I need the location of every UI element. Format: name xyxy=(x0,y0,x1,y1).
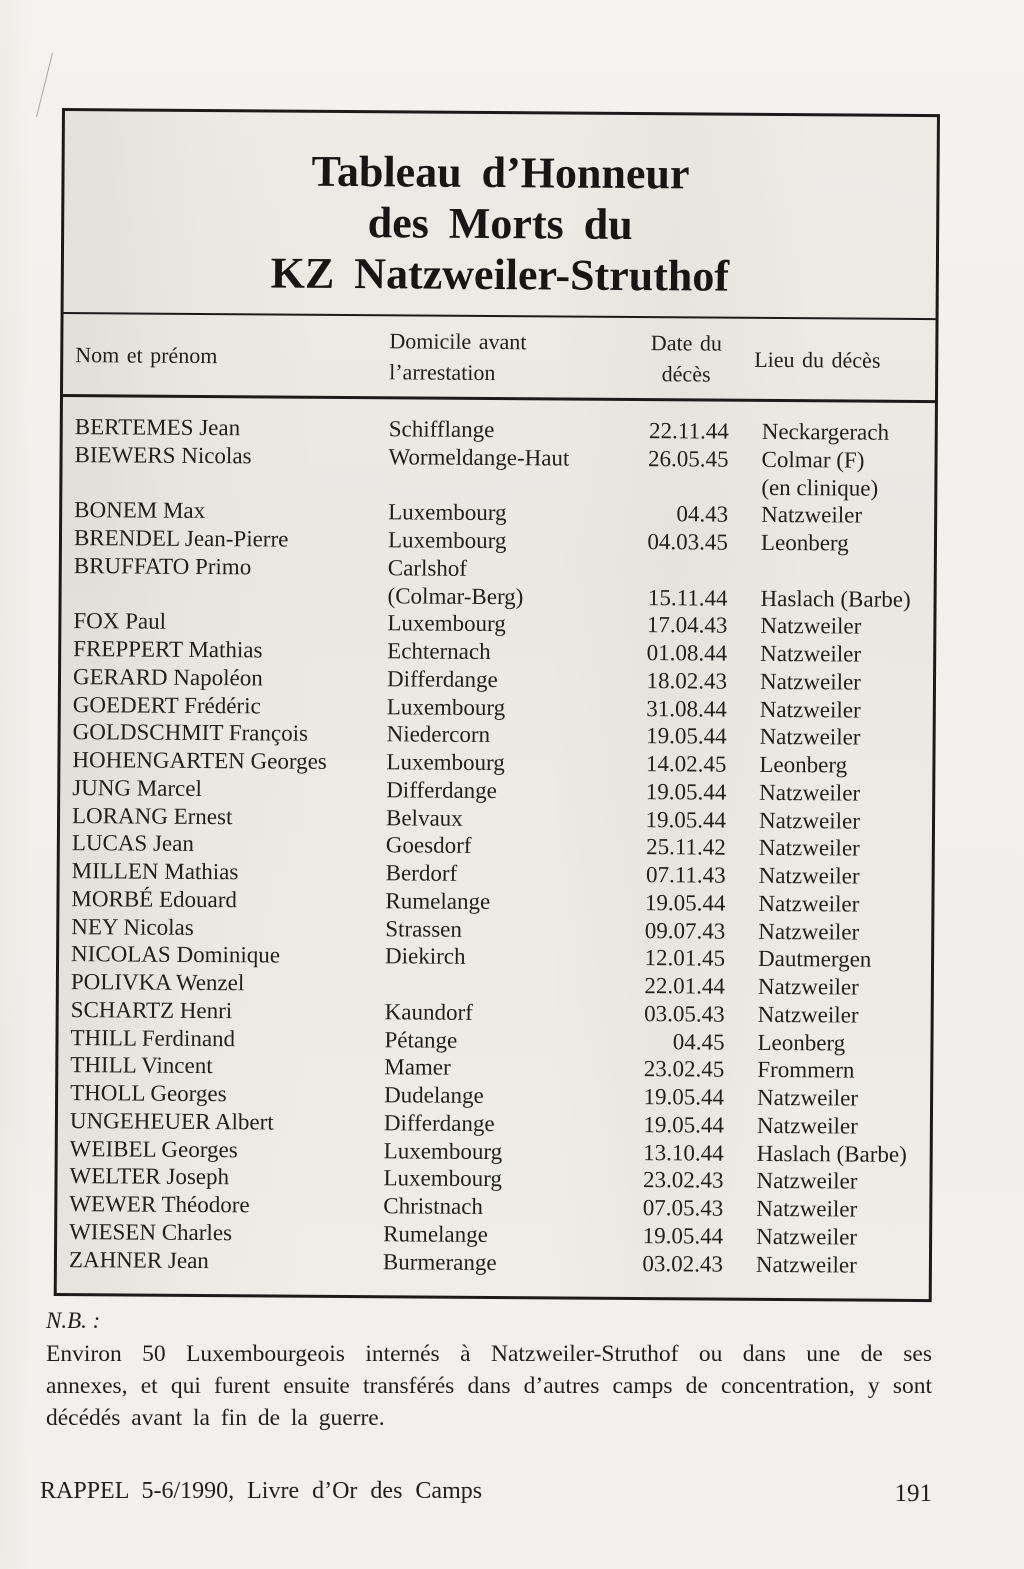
cell-name: GERARD Napoléon xyxy=(72,663,263,691)
cell-name: LORANG Ernest xyxy=(71,802,233,829)
cell-lieu: Natzweiler xyxy=(756,1168,858,1194)
cell-lieu: Natzweiler xyxy=(758,807,861,834)
cell-lieu: Natzweiler xyxy=(758,862,860,889)
cell-domicile: Berdorf xyxy=(385,860,458,886)
cell-date: 31.08.44 xyxy=(646,695,727,722)
title-line-1: Tableau d’Honneur xyxy=(311,146,690,199)
cell-name: THILL Ferdinand xyxy=(70,1024,236,1051)
cell-date xyxy=(642,473,728,501)
cell-date: 19.05.44 xyxy=(645,806,727,833)
cell-lieu: Natzweiler xyxy=(761,502,863,528)
cell-domicile: Luxembourg xyxy=(383,1165,503,1192)
cell-lieu: Leonberg xyxy=(759,751,848,778)
cell-name: MILLEN Mathias xyxy=(71,858,239,885)
cell-domicile: Echternach xyxy=(387,638,491,665)
cell-domicile: Luxembourg xyxy=(388,499,507,526)
cell-domicile: Kaundorf xyxy=(384,999,473,1025)
title-line-3: KZ Natzweiler-Struthof xyxy=(270,248,730,301)
cell-name: JUNG Marcel xyxy=(72,774,202,801)
cell-domicile: Mamer xyxy=(384,1054,451,1080)
cell-name: THOLL Georges xyxy=(70,1080,227,1107)
cell-date: 13.10.44 xyxy=(643,1139,724,1166)
cell-date: 17.04.43 xyxy=(646,612,728,638)
cell-date: 04.43 xyxy=(676,501,729,527)
cell-date: 07.11.43 xyxy=(645,862,726,888)
cell-domicile: Goesdorf xyxy=(385,832,472,859)
cell-date: 19.05.44 xyxy=(645,778,727,805)
cell-domicile: Belvaux xyxy=(385,804,463,831)
cell-date: 19.05.44 xyxy=(642,1222,724,1249)
cell-domicile: Niedercorn xyxy=(386,721,491,748)
page-title xyxy=(64,144,937,303)
column-header-domicile-line2: l’arrestation xyxy=(389,359,496,386)
cell-name: ZAHNER Jean xyxy=(68,1246,209,1273)
cell-domicile: Dudelange xyxy=(384,1082,484,1108)
cell-lieu: Natzweiler xyxy=(759,668,861,695)
cell-name: UNGEHEUER Albert xyxy=(69,1107,274,1135)
title-line-2: des Morts du xyxy=(367,198,633,249)
cell-domicile: Rumelange xyxy=(383,1221,488,1247)
column-header-name: Nom et prénom xyxy=(75,341,218,368)
column-header-lieu: Lieu du décès xyxy=(754,346,881,373)
cell-name: NEY Nicolas xyxy=(71,913,194,940)
cell-lieu: Natzweiler xyxy=(758,835,860,861)
cell-name: BRUFFATO Primo xyxy=(73,552,252,580)
cell-date: 07.05.43 xyxy=(642,1195,724,1221)
cell-date: 09.07.43 xyxy=(644,917,726,944)
cell-domicile: Strassen xyxy=(385,915,463,942)
cell-lieu: Natzweiler xyxy=(757,1084,859,1111)
cell-lieu: Neckargerach xyxy=(761,418,890,445)
cell-lieu: Natzweiler xyxy=(756,1223,858,1250)
cell-name: BONEM Max xyxy=(74,497,206,524)
cell-domicile: Differdange xyxy=(386,666,498,692)
cell-domicile: Carlshof xyxy=(387,555,468,581)
cell-name: BERTEMES Jean xyxy=(74,414,241,441)
cell-date: 12.01.45 xyxy=(644,945,726,971)
cell-name xyxy=(74,469,388,499)
cell-lieu: Natzweiler xyxy=(757,1001,859,1028)
cell-name: GOLDSCHMIT François xyxy=(72,719,309,746)
cell-date: 19.05.44 xyxy=(643,1111,725,1138)
cell-lieu: Natzweiler xyxy=(759,696,861,723)
cell-date: 19.05.44 xyxy=(644,889,726,916)
cell-name: NICOLAS Dominique xyxy=(71,941,281,968)
cell-date: 03.02.43 xyxy=(642,1250,724,1277)
cell-domicile: Schifflange xyxy=(388,416,495,443)
page-number: 191 xyxy=(894,1480,932,1507)
cell-domicile xyxy=(385,970,639,1000)
cell-domicile: Pétange xyxy=(384,1026,458,1053)
cell-date: 23.02.43 xyxy=(642,1167,724,1193)
cell-domicile: Luxembourg xyxy=(383,1137,503,1164)
cell-date: 01.08.44 xyxy=(646,640,728,666)
column-header-date-line2: décès xyxy=(661,361,711,387)
cell-domicile xyxy=(388,471,642,501)
column-header-domicile-line1: Domicile avant xyxy=(389,328,527,355)
cell-date: 18.02.43 xyxy=(646,667,728,694)
cell-lieu: Natzweiler xyxy=(759,724,861,750)
nota-bene-line-1: Environ 50 Luxembourgeois internés à Natzweiler-Struthof ou dans une de ses xyxy=(46,1341,932,1367)
cell-lieu: (en clinique) xyxy=(761,474,879,501)
column-header-domicile xyxy=(389,325,643,389)
cell-name: WEIBEL Georges xyxy=(69,1135,238,1162)
cell-domicile: Differdange xyxy=(383,1110,495,1136)
cell-date: 19.05.44 xyxy=(643,1084,725,1110)
cell-name: FREPPERT Mathias xyxy=(73,636,263,663)
cell-domicile: Luxembourg xyxy=(386,693,506,720)
cell-domicile: Christnach xyxy=(383,1193,484,1219)
nota-bene-text xyxy=(46,1338,932,1434)
cell-domicile: Wormeldange-Haut xyxy=(388,444,570,471)
cell-name xyxy=(74,580,388,610)
cell-date: 22.01.44 xyxy=(644,973,725,999)
cell-domicile: Diekirch xyxy=(385,943,466,970)
cell-date: 03.05.43 xyxy=(644,1000,725,1027)
cell-date: 26.05.45 xyxy=(647,445,729,472)
cell-lieu: Natzweiler xyxy=(756,1112,858,1139)
memorial-table-frame xyxy=(54,108,940,1302)
cell-domicile: Luxembourg xyxy=(386,749,505,776)
cell-date: 25.11.42 xyxy=(646,834,726,860)
cell-domicile: Burmerange xyxy=(382,1248,497,1275)
column-header-date xyxy=(643,327,729,390)
paper-crease xyxy=(36,53,53,117)
cell-date: 19.05.44 xyxy=(646,723,727,749)
cell-name: POLIVKA Wenzel xyxy=(70,969,245,996)
cell-domicile: (Colmar-Berg) xyxy=(387,582,524,609)
cell-lieu: Natzweiler xyxy=(759,779,861,806)
cell-name: LUCAS Jean xyxy=(71,830,194,857)
cell-lieu: Natzweiler xyxy=(756,1195,858,1222)
cell-name: THILL Vincent xyxy=(70,1052,213,1079)
cell-lieu: Leonberg xyxy=(760,529,849,556)
cell-date: 04.03.45 xyxy=(647,529,729,555)
cell-name: SCHARTZ Henri xyxy=(70,996,233,1023)
cell-name: FOX Paul xyxy=(73,608,167,634)
cell-lieu: Natzweiler xyxy=(755,1251,857,1278)
cell-date: 14.02.45 xyxy=(645,751,727,777)
footer-source-reference: RAPPEL 5-6/1990, Livre d’Or des Camps xyxy=(40,1478,483,1504)
cell-date: 15.11.44 xyxy=(647,584,728,611)
table-body xyxy=(69,413,927,1279)
cell-lieu: Natzweiler xyxy=(760,640,862,667)
cell-name: BIEWERS Nicolas xyxy=(74,441,252,469)
table-header xyxy=(75,316,928,398)
cell-domicile: Luxembourg xyxy=(387,527,507,554)
cell-date: 23.02.45 xyxy=(643,1056,725,1082)
cell-domicile: Rumelange xyxy=(385,888,491,914)
nota-bene-line-3: décédés avant la fin de la guerre. xyxy=(46,1405,385,1431)
nota-bene-line-2: annexes, et qui furent ensuite transférés dans d’autres camps de concentration, y sont xyxy=(46,1373,932,1399)
cell-lieu: Natzweiler xyxy=(757,973,859,1000)
cell-name: WEWER Théodore xyxy=(69,1191,250,1218)
cell-name: HOHENGARTEN Georges xyxy=(72,747,327,774)
cell-lieu xyxy=(728,556,926,585)
cell-lieu: Colmar (F) xyxy=(761,446,865,473)
cell-name: BRENDEL Jean-Pierre xyxy=(73,525,289,552)
nota-bene-label: N.B. : xyxy=(46,1308,101,1333)
cell-name: GOEDERT Frédéric xyxy=(72,691,261,718)
cell-domicile: Differdange xyxy=(386,777,498,803)
cell-domicile: Luxembourg xyxy=(387,610,506,637)
cell-name: WELTER Joseph xyxy=(69,1163,230,1190)
column-header-date-line1: Date du xyxy=(650,330,722,356)
cell-date: 22.11.44 xyxy=(649,418,729,444)
cell-lieu: Haslach (Barbe) xyxy=(760,585,911,612)
cell-lieu: Frommern xyxy=(757,1057,855,1083)
cell-lieu: Dautmergen xyxy=(757,946,872,972)
cell-date: 04.45 xyxy=(672,1028,725,1055)
cell-date xyxy=(642,556,728,584)
cell-lieu: Haslach (Barbe) xyxy=(756,1140,907,1167)
cell-lieu: Leonberg xyxy=(757,1029,846,1055)
cell-lieu: Natzweiler xyxy=(758,918,860,945)
cell-name: WIESEN Charles xyxy=(69,1218,233,1245)
cell-name: MORBÉ Edouard xyxy=(71,885,238,912)
table-row xyxy=(69,1246,921,1280)
cell-lieu: Natzweiler xyxy=(760,613,862,639)
cell-lieu: Natzweiler xyxy=(758,890,860,917)
